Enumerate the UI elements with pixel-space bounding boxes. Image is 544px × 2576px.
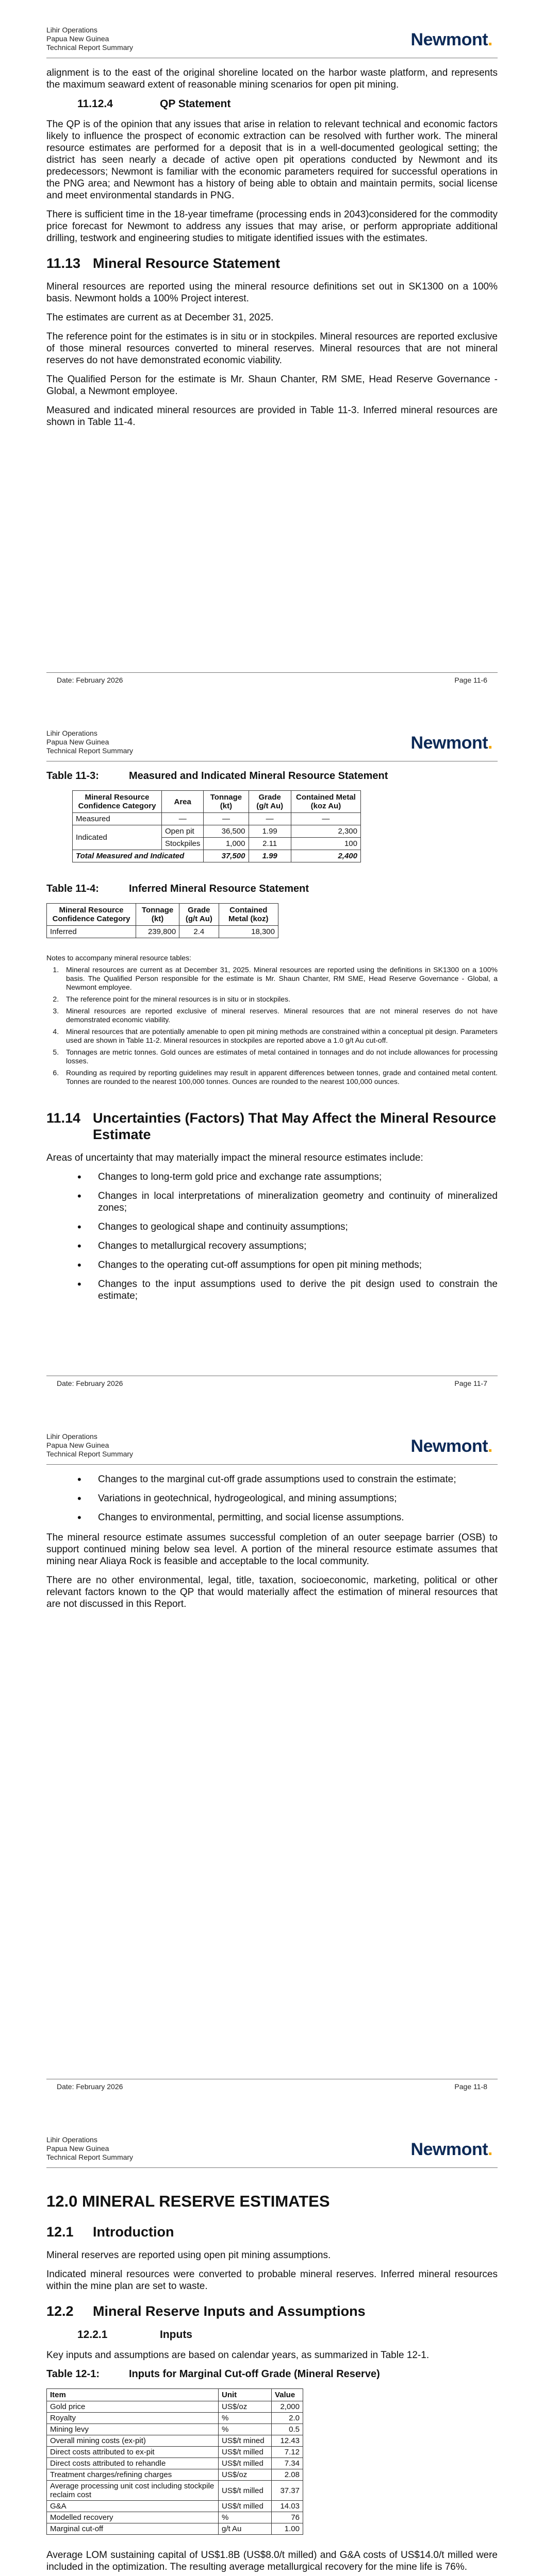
table-header-row: Mineral Resource Confidence Category Tonnage (kt) Grade (g/t Au) Contained Metal (koz) [47,904,278,926]
notes-list [46,965,498,1086]
table-row [47,2458,303,2469]
table-row: Indicated Open pit 36,500 1.99 2,300 [73,825,361,838]
note-item: 1. Mineral resources are current as at December 31, 2025. Mineral resources are reported using the definitions in SK1300 on a 100% basis. The Qualified Person responsible for the estimate is Mr. Shaun Chanter, RM SME, Head Reserve Governance - Global, a Newmont employee. [61,965,498,992]
table-row [47,2424,303,2435]
table-cell-item: Treatment charges/refining charges [47,2469,219,2481]
table-cell-item: Marginal cut-off [47,2523,219,2535]
table-cell-item: Direct costs attributed to ex-pit [47,2447,219,2458]
page-header: Lihir Operations Papua New Guinea Technical Report Summary [46,2136,134,2161]
list-item: • Changes in local interpretations of mineralization geometry and continuity of mineralized zones; [77,1190,498,1214]
cutoff-inputs-table [46,2388,303,2535]
table-row [47,2469,303,2481]
table-row [47,2435,303,2447]
page-header: Lihir Operations Papua New Guinea Technical Report Summary [46,729,134,755]
newmont-logo: Newmont. [410,733,492,753]
page-header [46,26,133,52]
section-heading: 12.2 Mineral Reserve Inputs and Assumptions [46,2303,366,2319]
section-heading: 11.14 Uncertainties (Factors) That May Affect the Mineral Resource Estimate [46,1110,497,1142]
table-cell-unit: % [219,2512,272,2523]
section-heading: 12.1 Introduction [46,2224,174,2240]
table-cell-value: 76 [272,2512,303,2523]
footer-divider [46,672,498,673]
page-header: Lihir Operations Papua New Guinea Technical Report Summary [46,1432,134,1458]
note-item: 5. Tonnages are metric tonnes. Gold ounces are estimates of metal contained in tonnages and do not include allowances for processing losses. [61,1048,498,1065]
list-item: • Changes to the marginal cut-off grade assumptions used to constrain the estimate; [77,1473,498,1485]
page-11-8 [0,1406,544,2110]
page-body [46,2177,498,2576]
table-cell-item: Overall mining costs (ex-pit) [47,2435,219,2447]
paragraph: The QP is of the opinion that any issues that arise in relation to relevant technical and economic factors likely to influence the prospect of economic extraction can be resolved with further work. The mineral resource estimates are performed for a deposit that is in a well-documented geological setting; the district has seen nearly a decade of active open pit operations conducted by Newmont and its predecessors; Newmont is familiar with the economic parameters required for successful operations in the PNG area; and Newmont has a history of being able to obtain and maintain permits, social license and meet environmental standards in PNG. [46,119,498,201]
table-caption: Table 12-1: Inputs for Marginal Cut-off Grade (Mineral Reserve) [46,2368,380,2380]
table-header-row: Item Unit Value [47,2389,303,2401]
page-body [46,770,498,1310]
paragraph: Mineral resources are reported using the mineral resource definitions set out in SK1300 on a 100% basis. Newmont holds a 100% Project interest. [46,281,498,304]
header-divider [46,1464,498,1465]
page-footer: Date: February 2026 Page 11-7 [57,1379,487,1387]
page-body [46,1473,498,1617]
table-header-row: Mineral Resource Confidence Category Area Tonnage (kt) Grade (g/t Au) Contained Metal (koz Au) [73,791,361,813]
table-cell-unit: US$/t milled [219,2458,272,2469]
paragraph: alignment is to the east of the original shoreline located on the harbor waste platform, and represents the maximum seaward extent of reasonable mining scenarios for open pit mining. [46,67,498,90]
table-row [47,2501,303,2512]
list-item: • Changes to geological shape and continuity assumptions; [77,1221,498,1233]
list-item: • Changes to the operating cut-off assumptions for open pit mining methods; [77,1259,498,1271]
subsection-heading: 11.12.4 QP Statement [77,98,231,110]
paragraph: The estimates are current as at December 31, 2025. [46,312,274,323]
table-total-row: Total Measured and Indicated 37,500 1.99 2,400 [73,850,361,862]
header-company: Lihir Operations [46,26,97,34]
header-country: Papua New Guinea [46,35,109,43]
paragraph: The reference point for the estimates is in situ or in stockpiles. Mineral resources are reported exclusive of those mineral resources converted to mineral reserves. Mineral resources that are not mineral reserves do not have demonstrated economic viability. [46,331,498,366]
table-cell-unit: % [219,2424,272,2435]
table-row [47,2413,303,2424]
table-row: Measured — — — — [73,813,361,825]
page-11-7 [0,703,544,1406]
table-cell-item: G&A [47,2501,219,2512]
table-cell-item: Mining levy [47,2424,219,2435]
footer-page-number: Page 11-7 [454,1379,487,1387]
paragraph: Areas of uncertainty that may materially impact the mineral resource estimates include: [46,1153,423,1163]
section-heading: 11.13 Mineral Resource Statement [46,256,281,271]
footer-page-number: Page 11-6 [454,676,487,684]
chapter-heading: 12.0 MINERAL RESERVE ESTIMATES [46,2192,330,2210]
newmont-logo: Newmont. [410,2140,492,2159]
table-cell-value: 2,000 [272,2401,303,2413]
paragraph: The Qualified Person for the estimate is Mr. Shaun Chanter, RM SME, Head Reserve Governance - Global, a Newmont employee. [46,374,498,397]
table-cell-value: 7.12 [272,2447,303,2458]
footer-page-number: Page 11-8 [454,2082,487,2091]
list-item: • Variations in geotechnical, hydrogeological, and mining assumptions; [77,1493,498,1504]
list-item: • Changes to metallurgical recovery assumptions; [77,1240,498,1252]
cutoff-table-body [47,2401,303,2535]
list-item: • Changes to the input assumptions used to derive the pit design used to constrain the estimate; [77,1278,498,1302]
newmont-logo: Newmont. [410,1436,492,1456]
table-cell-unit: US$/t milled [219,2481,272,2501]
page-12-1 [0,2110,544,2576]
subsection-heading: 12.2.1 Inputs [77,2329,192,2341]
newmont-logo: Newmont. [410,30,492,49]
table-cell-unit: US$/oz [219,2469,272,2481]
table-row [47,2447,303,2458]
footer-date: Date: February 2026 [57,676,123,684]
paragraph: Key inputs and assumptions are based on calendar years, as summarized in Table 12-1. [46,2350,430,2361]
table-cell-item: Gold price [47,2401,219,2413]
paragraph: There are no other environmental, legal, title, taxation, socioeconomic, marketing, political or other relevant factors known to the QP that would materially affect the estimation of mineral resources that are not discussed in this Report. [46,1575,498,1609]
page-footer: Date: February 2026 Page 11-8 [57,2082,487,2091]
page-body [46,67,498,435]
table-caption: Table 11-3: Measured and Indicated Mineral Resource Statement [46,770,388,782]
table-cell-item: Average processing unit cost including stockpile reclaim cost [47,2481,219,2501]
table-row [47,2523,303,2535]
table-cell-unit: US$/t mined [219,2435,272,2447]
note-item: 3. Mineral resources are reported exclusive of mineral reserves. Mineral resources that are not mineral reserves do not have demonstrated economic viability. [61,1007,498,1024]
table-cell-value: 7.34 [272,2458,303,2469]
paragraph: The mineral resource estimate assumes successful completion of an outer seepage barrier (OSB) to support continued mining below sea level. A portion of the mineral resource estimate assumes that mining near Aliaya Rock is feasible and acceptable to the local community. [46,1532,498,1567]
page-footer [57,676,487,684]
paragraph: Mineral reserves are reported using open pit mining assumptions. [46,2250,331,2261]
header-doc-type: Technical Report Summary [46,43,134,52]
note-item: 2. The reference point for the mineral resources is in situ or in stockpiles. [61,995,498,1004]
table-cell-value: 0.5 [272,2424,303,2435]
table-cell-unit: US$/t milled [219,2447,272,2458]
table-cell-value: 14.03 [272,2501,303,2512]
table-row: Stockpiles 1,000 2.11 100 [73,838,361,850]
table-cell-unit: US$/oz [219,2401,272,2413]
table-cell-unit: g/t Au [219,2523,272,2535]
list-item: • Changes to environmental, permitting, and social license assumptions. [77,1512,498,1523]
header-divider [46,2167,498,2168]
table-cell-item: Modelled recovery [47,2512,219,2523]
table-caption: Table 11-4: Inferred Mineral Resource Statement [46,883,309,894]
table-row: Inferred 239,800 2.4 18,300 [47,926,278,938]
paragraph: There is sufficient time in the 18-year timeframe (processing ends in 2043)considered for the commodity price forecast for Newmont to address any issues that may arise, or perform appropriate additional drilling, testwork and engineering studies to mitigate identified issues with the estimates. [46,209,498,244]
paragraph: Measured and indicated mineral resources are provided in Table 11-3. Inferred mineral resources are shown in Table 11-4. [46,405,498,428]
page-11-6 [0,0,544,703]
table-cell-value: 37.37 [272,2481,303,2501]
table-cell-item: Direct costs attributed to rehandle [47,2458,219,2469]
table-cell-value: 2.0 [272,2413,303,2424]
table-cell-value: 12.43 [272,2435,303,2447]
uncertainty-list-continued [46,1473,498,1523]
table-row [47,2512,303,2523]
note-item: 4. Mineral resources that are potentially amenable to open pit mining methods are constrained within a conceptual pit design. Parameters used are shown in Table 11-2. Mineral resources in stockpiles are reported above a 1.0 g/t Au cut-off. [61,1027,498,1045]
paragraph: Average LOM sustaining capital of US$1.8B (US$8.0/t milled) and G&A costs of US$14.0/t milled were included in the optimization. The resulting average metallurgical recovery for the mine life is 76%. [46,2550,498,2572]
table-cell-value: 2.08 [272,2469,303,2481]
measured-indicated-table [72,790,361,862]
table-cell-unit: % [219,2413,272,2424]
table-cell-value: 1.00 [272,2523,303,2535]
inferred-table [46,903,278,938]
table-notes: Notes to accompany mineral resource tables: 1. Mineral resources are current as at December 31, 2025. Mineral resources are reported using the definitions in SK1300 on a 100% basis. The Qualified Person responsible for the estimate is Mr. Shaun Chanter, RM SME, Head Reserve Governance - Global, a Newmont employee. 2. The reference point for the mineral resources is in situ or in stockpiles. 3. Mineral resources are reported exclusive of mineral reserves. Mineral resources that are not mineral reserves do not have demonstrated economic viability. 4. Mineral resources that are potentially amenable to open pit mining methods are constrained within a conceptual pit design. Parameters used are shown in Table 11-2. Mineral resources in stockpiles are reported above a 1.0 g/t Au cut-off. 5. Tonnages are metric tonnes. Gold ounces are estimates of metal contained in tonnages and do not include allowances for processing losses. 6. Rounding as required by reporting guidelines may result in apparent differences between tonnes, grade and contained metal content. Tonnes are rounded to the nearest 100,000 tonnes. Ounces are rounded to the nearest 100,000 ounces. [46,954,498,1086]
table-row [47,2481,303,2501]
note-item: 6. Rounding as required by reporting guidelines may result in apparent differences between tonnes, grade and contained metal content. Tonnes are rounded to the nearest 100,000 tonnes. Ounces are rounded to the nearest 100,000 ounces. [61,1069,498,1086]
table-row [47,2401,303,2413]
table-cell-item: Royalty [47,2413,219,2424]
list-item: • Changes to long-term gold price and exchange rate assumptions; [77,1171,498,1183]
paragraph: Indicated mineral resources were converted to probable mineral reserves. Inferred mineral resources within the mine plan are set to waste. [46,2269,498,2292]
uncertainty-list [46,1171,498,1302]
table-cell-unit: US$/t milled [219,2501,272,2512]
